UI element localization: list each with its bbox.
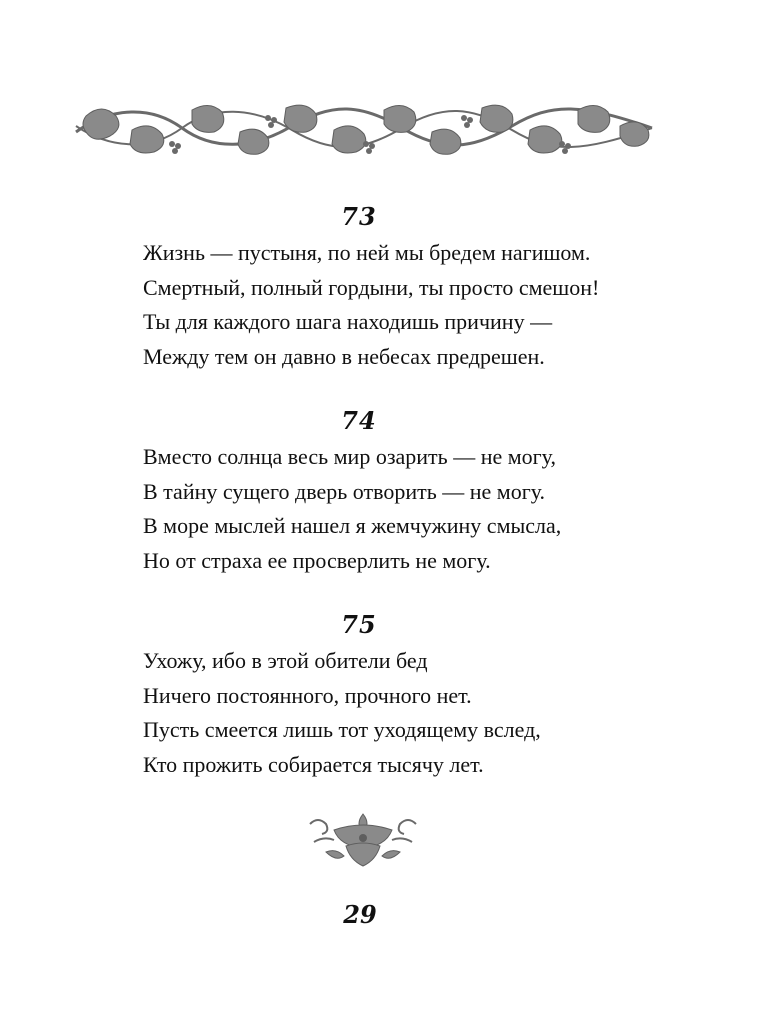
verse-number: 73 <box>341 202 377 231</box>
verse-line: Кто прожить собирается тысячу лет. <box>143 751 484 777</box>
verse-line: Ничего постоянного, прочного нет. <box>143 682 472 708</box>
verse-74 <box>143 406 683 578</box>
verse-line: Смертный, полный гордыни, ты просто смешон! <box>143 274 600 300</box>
floral-vignette-icon <box>304 808 422 872</box>
grapevine-border-icon <box>72 96 656 160</box>
verse-line: Жизнь — пустыня, по ней мы бредем нагишом. <box>143 240 591 265</box>
verse-75 <box>143 610 683 782</box>
verse-line: Но от страха ее просверлить не могу. <box>143 547 491 573</box>
verse-line: Вместо солнца весь мир озарить — не могу, <box>143 444 556 469</box>
verse-line: Ты для каждого шага находишь причину — <box>143 309 553 334</box>
verse-number: 74 <box>341 406 377 435</box>
verse-line: В тайну сущего дверь отворить — не могу. <box>143 478 546 504</box>
verse-number: 75 <box>341 610 377 639</box>
verse-line: В море мыслей нашел я жемчужину смысла, <box>143 513 562 538</box>
page-number: 29 <box>343 900 377 929</box>
verse-line: Ухожу, ибо в этой обители бед <box>143 648 428 673</box>
verse-line: Между тем он давно в небесах предрешен. <box>143 343 545 369</box>
verse-73 <box>143 202 683 374</box>
verse-line: Пусть смеется лишь тот уходящему вслед, <box>143 717 541 742</box>
